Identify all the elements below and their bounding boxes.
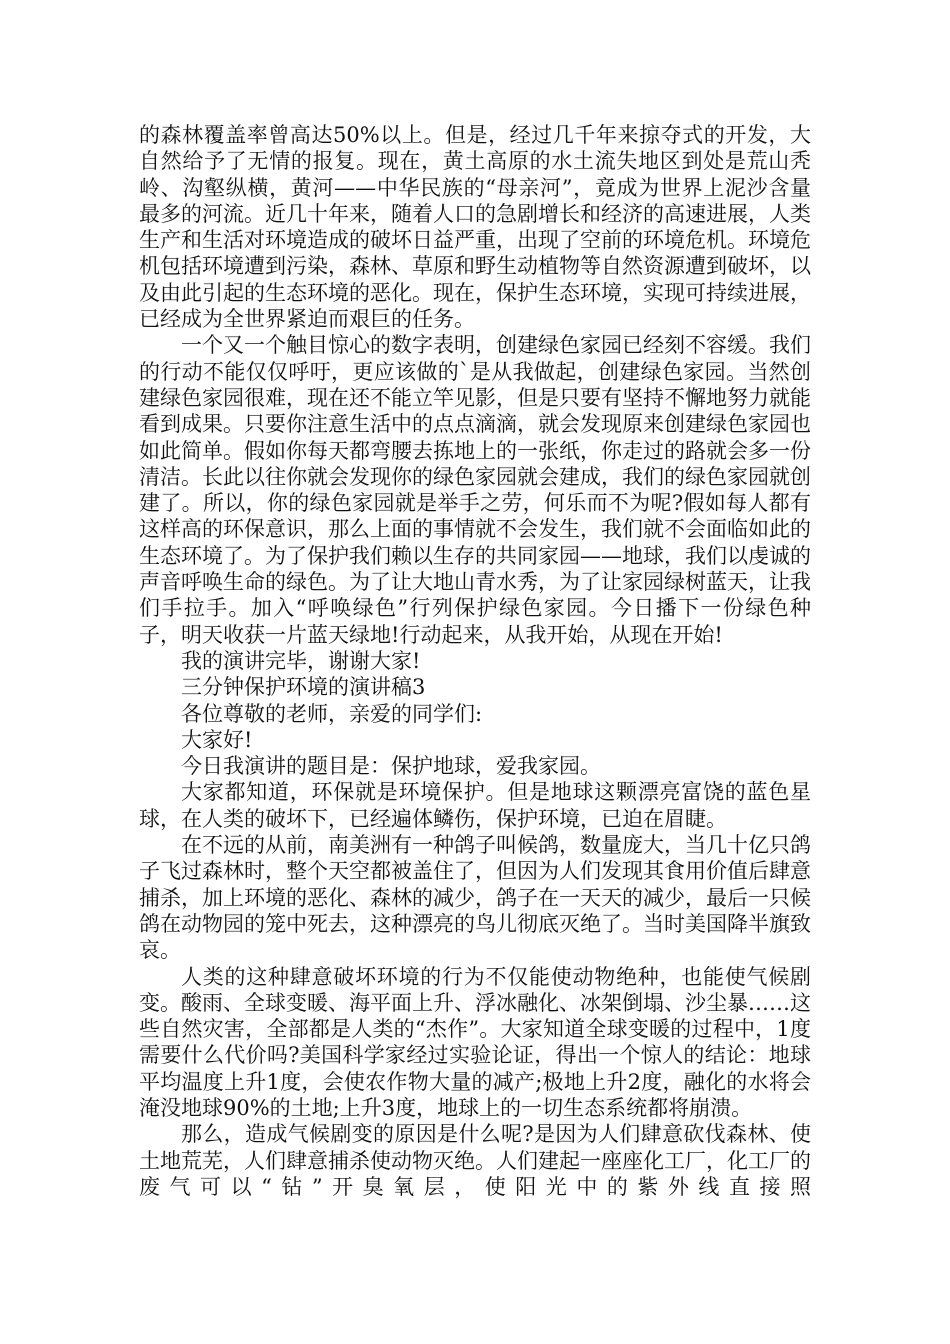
greeting: 大家好!	[181, 727, 253, 752]
paragraph-forest-history: 的森林覆盖率曾高达50%以上。但是，经过几千年来掠夺式的开发，大自然给予了无情的报复。现在，黄土高原的水土流失地区到处是荒山秃岭、沟壑纵横，黄河——中华民族的“母亲河”，竟成为世界上泥沙含量最多的河流。近几十年来，随着人口的急剧增长和经济的高速进展，人类生产和生活对环境造成的破坏日益严重，出现了空前的环境危机。环境危机包括环境遭到污染，森林、草原和野生动植物等自然资源遭到破坏，以及由此引起的生态环境的恶化。现在，保护生态环境，实现可持续进展，已经成为全世界紧迫而艰巨的任务。	[139, 123, 811, 332]
paragraph-topic: 今日我演讲的题目是：保护地球，爱我家园。	[181, 754, 601, 779]
document-body	[139, 122, 811, 1200]
paragraph-climate-change: 人类的这种肆意破坏环境的行为不仅能使动物绝种，也能使气候剧变。酸雨、全球变暖、海平面上升、浮冰融化、冰架倒塌、沙尘暴……这些自然灾害，全部都是人类的“杰作”。大家知道全球变暖的过程中，1度需要什么代价吗?美国科学家经过实验论证，得出一个惊人的结论：地球平均温度上升1度，会使农作物大量的减产;极地上升2度，融化的水将会淹没地球90%的土地;上升3度，地球上的一切生态系统都将崩溃。	[139, 964, 811, 1120]
salutation: 各位尊敬的老师，亲爱的同学们:	[181, 701, 483, 726]
speech-title: 三分钟保护环境的演讲稿3	[181, 675, 426, 700]
paragraph-causes: 那么，造成气候剧变的原因是什么呢?是因为人们肆意砍伐森林、使土地荒芜，人们肆意捕杀使动物灭绝。人们建起一座座化工厂，化工厂的废气可以“钻”开臭氧层，使阳光中的紫外线直接照	[139, 1122, 811, 1199]
paragraph-environment-protection: 大家都知道，环保就是环境保护。但是地球这颗漂亮富饶的蓝色星球，在人类的破坏下，已经遍体鳞伤，保护环境，已迫在眉睫。	[139, 780, 811, 831]
paragraph-green-home: 一个又一个触目惊心的数字表明，创建绿色家园已经刻不容缓。我们的行动不能仅仅呼吁，更应该做的`是从我做起，创建绿色家园。当然创建绿色家园很难，现在还不能立竿见影，但是只要有坚持不懈地努力就能看到成果。只要你注意生活中的点点滴滴，就会发现原来创建绿色家园也如此简单。假如你每天都弯腰去拣地上的一张纸，你走过的路就会多一份清洁。长此以往你就会发现你的绿色家园就会建成，我们的绿色家园就创建了。所以，你的绿色家园就是举手之劳，何乐而不为呢?假如每人都有这样高的环保意识，那么上面的事情就不会发生，我们就不会面临如此的生态环境了。为了保护我们赖以生存的共同家园——地球，我们以虔诚的声音呼唤生命的绿色。为了让大地山青水秀，为了让家园绿树蓝天，让我们手拉手。加入“呼唤绿色”行列保护绿色家园。今日播下一份绿色种子，明天收获一片蓝天绿地!行动起来，从我开始，从现在开始!	[139, 333, 811, 647]
paragraph-speech-end: 我的演讲完毕，谢谢大家!	[181, 648, 421, 673]
paragraph-passenger-pigeon: 在不远的从前，南美洲有一种鸽子叫候鸽，数量庞大，当几十亿只鸽子飞过森林时，整个天空都被盖住了，但因为人们发现其食用价值后肆意捕杀，加上环境的恶化、森林的减少，鸽子在一天天的减少，最后一只候鸽在动物园的笼中死去，这种漂亮的鸟儿彻底灭绝了。当时美国降半旗致哀。	[139, 833, 811, 963]
